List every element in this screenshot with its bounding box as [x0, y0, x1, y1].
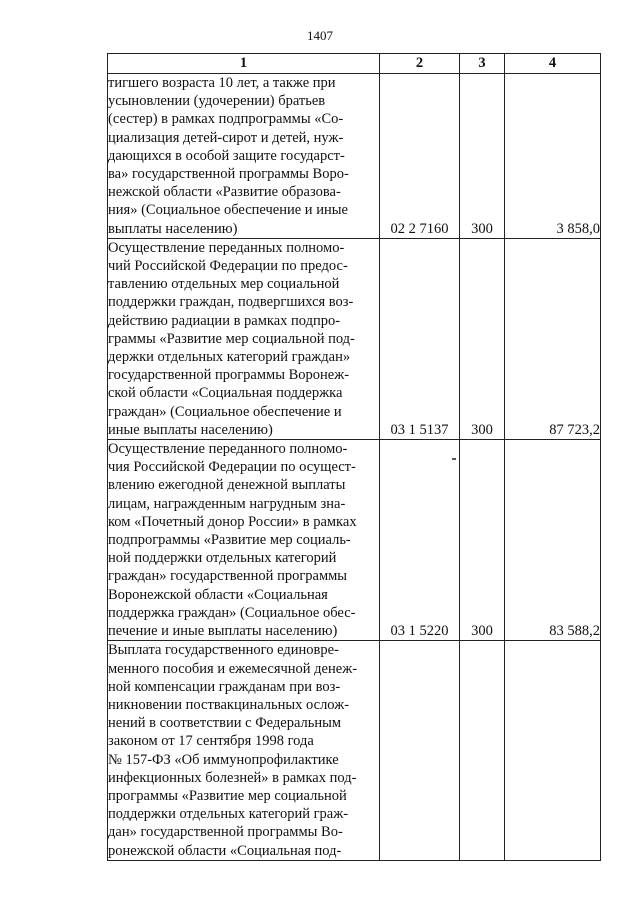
row-description: [108, 440, 380, 641]
table-row: [108, 74, 601, 239]
row-code: 03 1 5137: [380, 238, 460, 439]
description-line: дающихся в особой защите государст-: [108, 147, 345, 164]
table-row: [108, 440, 601, 641]
row-expense-type: [460, 641, 505, 860]
column-header-type: 3: [460, 54, 505, 74]
row-amount: 3 858,0: [505, 74, 601, 239]
row-amount: 83 588,2: [505, 440, 601, 641]
description-line: иные выплаты населению): [108, 421, 273, 438]
description-line: ния» (Социальное обеспечение и иные: [108, 202, 348, 219]
description-line: действию радиации в рамках подпро-: [108, 312, 341, 329]
row-expense-type: 300: [460, 440, 505, 641]
budget-table: [107, 53, 601, 861]
scan-mark: [452, 458, 456, 460]
column-header-amount: 4: [505, 54, 601, 74]
row-code: 02 2 7160: [380, 74, 460, 239]
row-amount: 87 723,2: [505, 238, 601, 439]
description-line: нений в соответствии с Федеральным: [108, 715, 342, 732]
description-line: Выплата государственного единовре-: [108, 642, 339, 659]
description-line: дан» государственной программы Во-: [108, 824, 343, 841]
description-line: Осуществление переданных полномо-: [108, 239, 345, 256]
description-line: государственной программы Воронеж-: [108, 367, 350, 384]
description-line: граммы «Развитие мер социальной под-: [108, 330, 355, 347]
description-line: выплаты населению): [108, 220, 238, 237]
description-line: усыновлении (удочерении) братьев: [108, 93, 326, 110]
description-line: Воронежской области «Социальная: [108, 586, 328, 603]
table-header-row: [108, 54, 601, 74]
description-line: влению ежегодной денежной выплаты: [108, 477, 346, 494]
description-line: держки отдельных категорий граждан»: [108, 349, 351, 366]
row-expense-type: 300: [460, 238, 505, 439]
row-description: [108, 641, 380, 860]
description-line: поддержки граждан, подвергшихся воз-: [108, 294, 354, 311]
description-line: ской области «Социальная поддержка: [108, 385, 343, 402]
description-line: Осуществление переданного полномо-: [108, 441, 348, 458]
description-line: подпрограммы «Развитие мер социаль-: [108, 532, 351, 549]
description-line: ком «Почетный донор России» в рамках: [108, 513, 357, 530]
description-line: нежской области «Развитие образова-: [108, 184, 341, 201]
table-row: [108, 641, 601, 860]
description-line: лицам, награжденным нагрудным зна-: [108, 495, 346, 512]
description-line: ной поддержки отдельных категорий: [108, 550, 337, 567]
description-line: ронежской области «Социальная под-: [108, 842, 342, 859]
row-code: [380, 641, 460, 860]
description-line: циализация детей-сирот и детей, нуж-: [108, 129, 344, 146]
page-number: 1407: [307, 28, 333, 43]
description-line: тигшего возраста 10 лет, а также при: [108, 75, 336, 91]
description-line: программы «Развитие мер социальной: [108, 787, 347, 804]
row-code: 03 1 5220: [380, 440, 460, 641]
description-line: печение и иные выплаты населению): [108, 623, 338, 640]
description-line: чий Российской Федерации по предос-: [108, 258, 348, 275]
description-line: чия Российской Федерации по осущест-: [108, 459, 356, 476]
row-description: [108, 238, 380, 439]
description-line: № 157-ФЗ «Об иммунопрофилактике: [108, 751, 339, 768]
description-line: поддержка граждан» (Социальное обес-: [108, 604, 356, 621]
table-row: [108, 238, 601, 439]
description-line: (сестер) в рамках подпрограммы «Со-: [108, 111, 344, 128]
description-line: законом от 17 сентября 1998 года: [108, 733, 314, 750]
description-line: поддержки отдельных категорий граж-: [108, 806, 349, 823]
row-description: [108, 74, 380, 239]
description-line: граждан» государственной программы: [108, 568, 348, 585]
row-amount: [505, 641, 601, 860]
description-line: граждан» (Социальное обеспечение и: [108, 403, 342, 420]
column-header-code: 2: [380, 54, 460, 74]
description-line: менного пособия и ежемесячной денеж-: [108, 660, 358, 677]
description-line: инфекционных болезней» в рамках под-: [108, 769, 357, 786]
description-line: ва» государственной программы Воро-: [108, 166, 349, 183]
column-header-description: 1: [108, 54, 380, 74]
row-expense-type: 300: [460, 74, 505, 239]
description-line: ной компенсации гражданам при воз-: [108, 678, 341, 695]
description-line: никновении поствакцинальных ослож-: [108, 696, 350, 713]
description-line: тавлению отдельных мер социальной: [108, 276, 340, 293]
